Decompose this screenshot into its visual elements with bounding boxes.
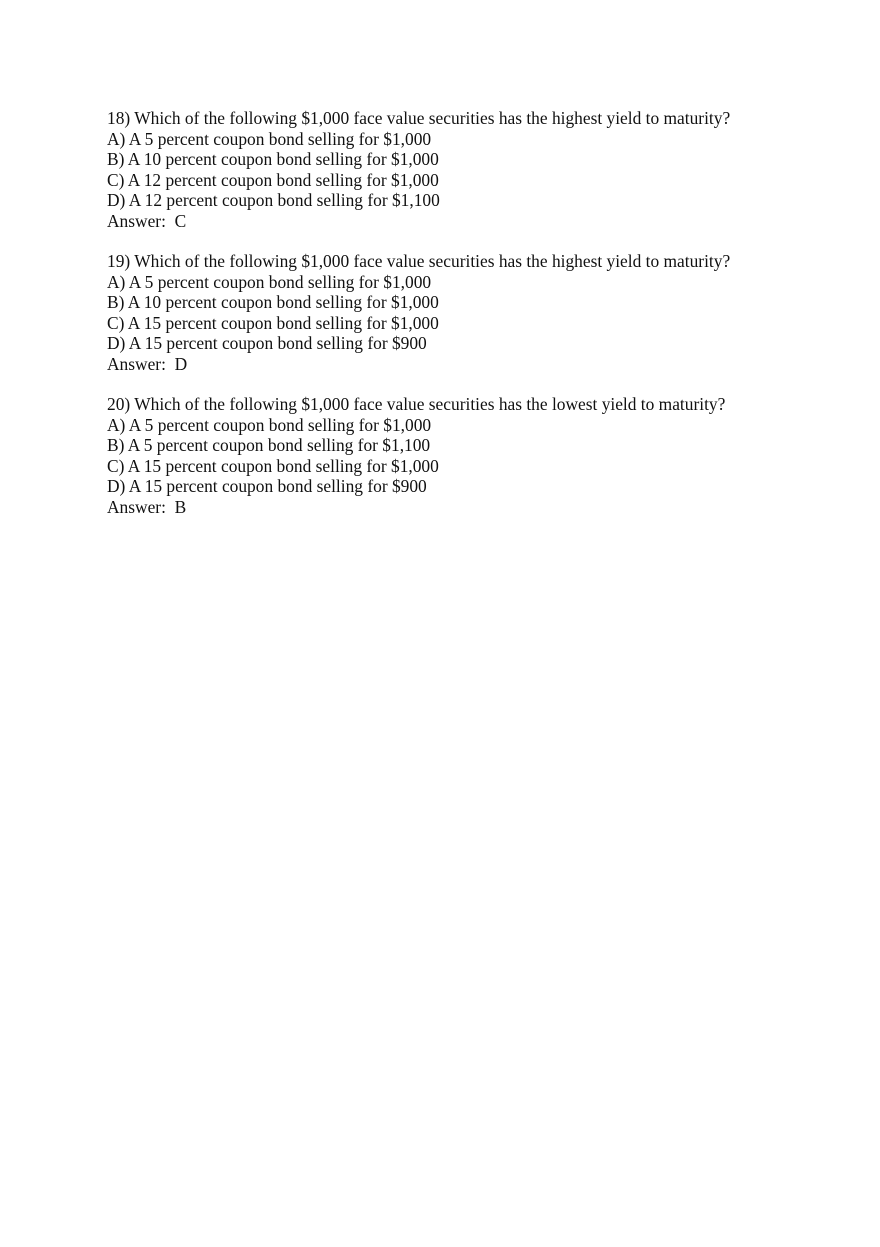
answer: Answer: B <box>107 496 187 517</box>
option-a: A) A 5 percent coupon bond selling for $1,000 <box>107 128 432 149</box>
question-18 <box>107 108 847 231</box>
option-a: A) A 5 percent coupon bond selling for $1,000 <box>107 271 432 292</box>
option-c: C) A 15 percent coupon bond selling for $1,000 <box>107 455 439 476</box>
answer: Answer: D <box>107 353 188 374</box>
option-d: D) A 15 percent coupon bond selling for $900 <box>107 476 427 496</box>
question-19 <box>107 251 847 374</box>
question-stem: 19) Which of the following $1,000 face value securities has the highest yield to maturity? <box>107 251 731 271</box>
option-d: D) A 12 percent coupon bond selling for $1,100 <box>107 190 440 210</box>
option-c: C) A 15 percent coupon bond selling for $1,000 <box>107 312 439 333</box>
option-b: B) A 10 percent coupon bond selling for $1,000 <box>107 149 439 169</box>
question-stem: 20) Which of the following $1,000 face value securities has the lowest yield to maturity? <box>107 394 726 414</box>
option-a: A) A 5 percent coupon bond selling for $1,000 <box>107 414 432 435</box>
option-b: B) A 10 percent coupon bond selling for $1,000 <box>107 292 439 312</box>
option-d: D) A 15 percent coupon bond selling for $900 <box>107 333 427 353</box>
question-list <box>107 108 847 517</box>
option-b: B) A 5 percent coupon bond selling for $1,100 <box>107 435 431 455</box>
answer: Answer: C <box>107 210 187 231</box>
option-c: C) A 12 percent coupon bond selling for $1,000 <box>107 169 439 190</box>
question-stem: 18) Which of the following $1,000 face value securities has the highest yield to maturity? <box>107 108 731 128</box>
question-20 <box>107 394 847 517</box>
